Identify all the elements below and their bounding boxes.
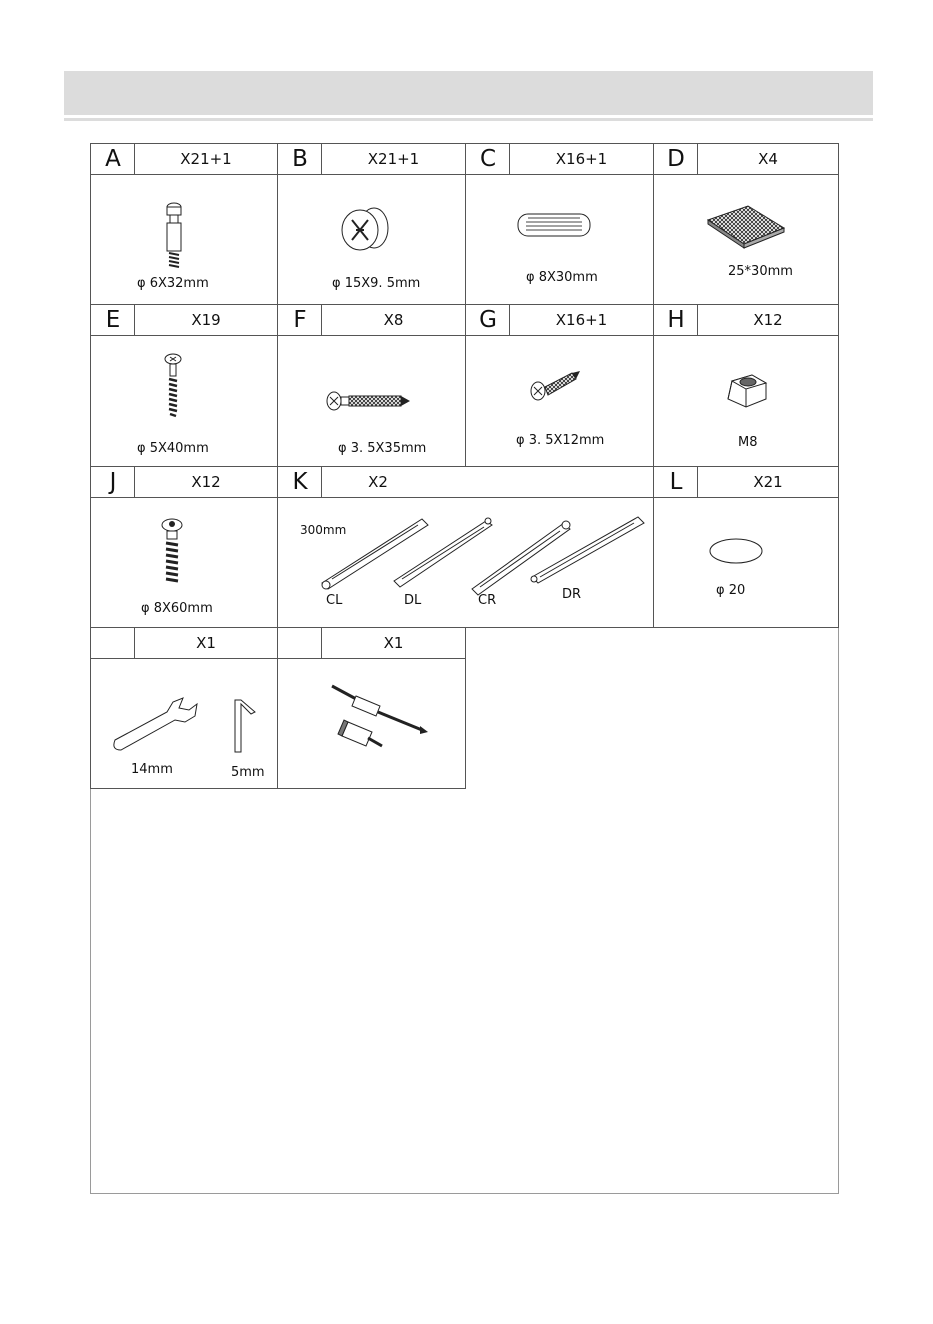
cover-cap-icon: [708, 537, 768, 567]
rail-length-label: 300mm: [300, 523, 347, 537]
part-j-cell: [90, 466, 278, 628]
part-dimension: 25*30mm: [728, 264, 793, 279]
part-f-cell: [277, 304, 466, 467]
part-dimension: φ 3. 5X12mm: [516, 433, 605, 448]
part-dimension: φ 5X40mm: [137, 441, 209, 456]
rail-label: DL: [404, 593, 422, 608]
part-quantity: X1: [196, 634, 216, 652]
part-b-cell: [277, 143, 466, 305]
part-letter: J: [91, 467, 135, 497]
part-quantity: X2: [368, 473, 388, 491]
part-letter: [91, 628, 135, 658]
part-dimension: φ 20: [716, 583, 746, 598]
hex-bolt-icon: [157, 519, 187, 589]
part-quantity: X12: [191, 473, 221, 491]
part-a-cell: [90, 143, 278, 305]
part-d-cell: [653, 143, 839, 305]
part-letter: L: [654, 467, 698, 497]
rail-label: CR: [478, 593, 497, 608]
part-dimension: φ 8X30mm: [526, 270, 598, 285]
wrench-size-label: 14mm: [131, 762, 173, 777]
allen-key-size-label: 5mm: [231, 765, 265, 780]
wood-dowel-icon: [514, 210, 594, 240]
header-bar: [64, 71, 873, 115]
wood-screw-icon: [161, 353, 185, 423]
rail-label: DR: [562, 587, 582, 602]
part-c-cell: [465, 143, 654, 305]
part-dimension: φ 3. 5X35mm: [338, 441, 427, 456]
part-letter: A: [91, 144, 135, 174]
short-screw-icon: [528, 365, 588, 405]
part-quantity: X12: [753, 311, 783, 329]
long-screw-icon: [324, 389, 414, 413]
part-letter: E: [91, 305, 135, 335]
part-quantity: X4: [758, 150, 778, 168]
part-quantity: X1: [383, 634, 404, 652]
part-dimension: φ 6X32mm: [137, 276, 209, 291]
part-quantity: X16+1: [555, 311, 608, 329]
drawer-slide-rails-icon: [318, 515, 648, 595]
part-quantity: X21+1: [367, 150, 420, 168]
part-g-cell: [465, 304, 654, 467]
part-letter: G: [466, 305, 510, 335]
part-e-cell: [90, 304, 278, 467]
part-letter: C: [466, 144, 510, 174]
part-quantity: X8: [383, 311, 404, 329]
part-quantity: X19: [191, 311, 221, 329]
tool-wrench-cell: [90, 627, 278, 789]
wrench-icon: [109, 694, 209, 754]
cam-bolt-icon: [159, 199, 189, 269]
part-letter: B: [278, 144, 322, 174]
part-letter: [278, 628, 322, 658]
felt-pad-icon: [704, 202, 794, 252]
allen-key-icon: [231, 696, 261, 756]
part-letter: H: [654, 305, 698, 335]
part-letter: D: [654, 144, 698, 174]
hex-nut-icon: [722, 373, 772, 413]
tool-screwdriver-cell: [277, 627, 466, 789]
part-letter: K: [278, 467, 322, 497]
part-h-cell: [653, 304, 839, 467]
part-quantity: X16+1: [555, 150, 608, 168]
part-quantity: X21: [753, 473, 783, 491]
part-l-cell: [653, 466, 839, 628]
part-dimension: φ 8X60mm: [141, 601, 213, 616]
part-dimension: φ 15X9. 5mm: [332, 276, 421, 291]
screwdriver-icon: [328, 680, 438, 760]
part-letter: F: [278, 305, 322, 335]
part-k-cell: [277, 466, 654, 628]
part-quantity: X21+1: [180, 150, 232, 168]
part-dimension: M8: [738, 435, 758, 450]
cam-lock-icon: [338, 206, 398, 256]
rail-label: CL: [326, 593, 343, 608]
header-divider: [64, 118, 873, 121]
